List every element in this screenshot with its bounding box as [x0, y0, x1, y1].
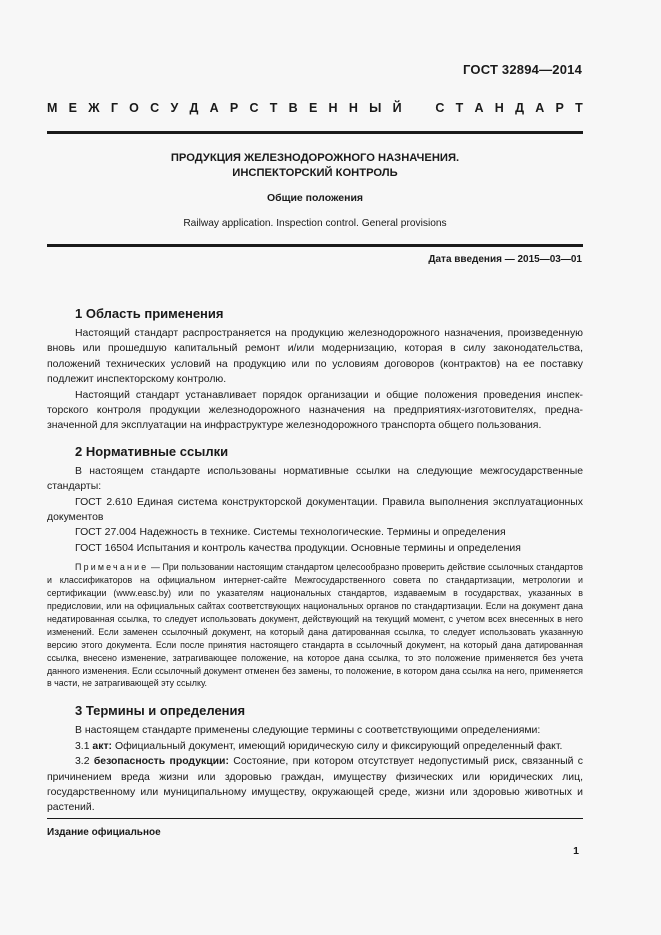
title-line-1: ПРОДУКЦИЯ ЖЕЛЕЗНОДОРОЖНОГО НАЗНАЧЕНИЯ.: [170, 152, 460, 164]
spacer: [47, 690, 583, 702]
banner-letter: Н: [328, 101, 338, 115]
banner-letter: Д: [515, 101, 524, 115]
term-name: акт:: [92, 740, 113, 752]
english-title: Railway application. Inspection control. General provisions: [183, 218, 447, 229]
banner-letter: Т: [575, 101, 583, 115]
section-1-paragraph: Настоящий стандарт устанавливает порядок организации и общие положения проведения инспекторского контроля продукции железнодорожного назначения на предприятиях-изготовителях, предназначенной для эксплуатации на инфраструктуре железнодорожного транспорта общего пользования.: [47, 389, 583, 432]
banner-letter: Д: [189, 101, 199, 115]
footer-divider: [47, 818, 583, 819]
banner-letter: Е: [68, 101, 78, 115]
term-text: Состояние, при котором отсутствует недопустимый риск, связанный с причинением вреда жизни или здоровью граждан, имуществу физических или юридических лиц, государственному или муниципальному имуществу, окружающей среде, жизни или здоровью животных и растений.: [47, 756, 583, 814]
title-line-2: ИНСПЕКТОРСКИЙ КОНТРОЛЬ: [232, 167, 398, 179]
interstate-standard-banner: [47, 101, 583, 115]
note-text: — При пользовании настоящим стандартом целесообразно проверить действие ссылочных стандартов и классификаторов на официальном интернет-сайте Межгосударственного совета по стандартизации, метрологии и сертификации (www.easc.by) или по указателям национальных стандартов, издаваемым в государствах, указанных в предисловии, или на официальных сайтах соответствующих национальных органов по стандартизации. Если на документ дана недатированная ссылка, то следует использовать документ, действующий на текущий момент, с учетом всех внесенных в него изменений. Если заменен ссылочный документ, на который дана датированная ссылка, то следует использовать указанную версию этого документа. Если после принятия настоящего стандарта в ссылочный документ, на который дана датированная ссылка, внесено изменение, затрагивающее положение, на которое дана ссылка, то это положение применяется без учета данного изменения. Если ссылочный документ отменен без замены, то положение, в котором дана ссылка на него, применяется в части, не затрагивающей эту ссылку.: [47, 562, 583, 689]
header-divider: [47, 131, 583, 134]
note-label: Примечание: [75, 562, 149, 573]
term-definition: [47, 754, 583, 816]
banner-letter: Т: [455, 101, 464, 115]
banner-letter: С: [435, 101, 445, 115]
banner-letter: Ж: [88, 101, 100, 115]
banner-letter: Й: [392, 101, 402, 115]
section-2-heading: 2 Нормативные ссылки: [75, 443, 229, 459]
banner-letter: У: [170, 101, 179, 115]
banner-letter: Ы: [369, 101, 382, 115]
introduction-date: Дата введения — 2015—03—01: [428, 254, 582, 265]
reference-item: ГОСТ 2.610 Единая система конструкторской документации. Правила выполнения эксплуатационных документов: [47, 496, 583, 524]
note-paragraph: [47, 561, 583, 690]
banner-letter: Е: [308, 101, 318, 115]
banner-letter: С: [249, 101, 259, 115]
banner-letter: В: [288, 101, 298, 115]
page-number: 1: [573, 845, 579, 857]
section-3-heading: 3 Термины и определения: [75, 703, 246, 719]
document-title: [47, 151, 583, 181]
banner-letter: О: [129, 101, 139, 115]
section-1-paragraph: Настоящий стандарт распространяется на продукцию железнодорожного назначения, произведенную вновь или прошедшую капитальный ремонт и/или модернизацию, которая в силу законодательства, положений технических условий на продукцию или по условиям договоров (контрактов) на ее поставку подлежит инспекторскому контролю.: [47, 328, 583, 386]
banner-letter: Н: [494, 101, 504, 115]
section-3-paragraph: В настоящем стандарте применены следующие термины с соответствующими определениями:: [75, 725, 541, 737]
document-subtitle: Общие положения: [266, 192, 364, 204]
reference-item: ГОСТ 16504 Испытания и контроль качества продукции. Основные термины и определения: [75, 542, 521, 554]
banner-letter: Р: [555, 101, 564, 115]
term-number: 3.2: [75, 756, 94, 768]
reference-item: ГОСТ 27.004 Надежность в технике. Системы технологические. Термины и определения: [75, 527, 506, 539]
section-2-paragraph: В настоящем стандарте использованы нормативные ссылки на следующие межгосударственные стандарты:: [47, 465, 583, 493]
document-body: [47, 305, 583, 816]
banner-letter: А: [535, 101, 545, 115]
banner-letter: А: [474, 101, 484, 115]
document-number: ГОСТ 32894—2014: [463, 62, 582, 77]
term-text: Официальный документ, имеющий юридическую силу и фиксирующий определенный факт.: [112, 740, 563, 752]
title-divider: [47, 244, 583, 247]
term-number: 3.1: [75, 740, 93, 752]
banner-letter: Т: [269, 101, 278, 115]
banner-letter: Н: [348, 101, 358, 115]
banner-letter: Р: [229, 101, 239, 115]
banner-letter: А: [209, 101, 219, 115]
banner-letter: Г: [110, 101, 118, 115]
term-definition: [47, 739, 583, 754]
section-1-heading: 1 Область применения: [75, 306, 224, 321]
term-name: безопасность продукции:: [93, 756, 229, 768]
banner-letter: М: [47, 101, 58, 115]
spacer: [47, 434, 583, 443]
banner-letter: С: [150, 101, 160, 115]
edition-label: Издание официальное: [47, 827, 161, 838]
